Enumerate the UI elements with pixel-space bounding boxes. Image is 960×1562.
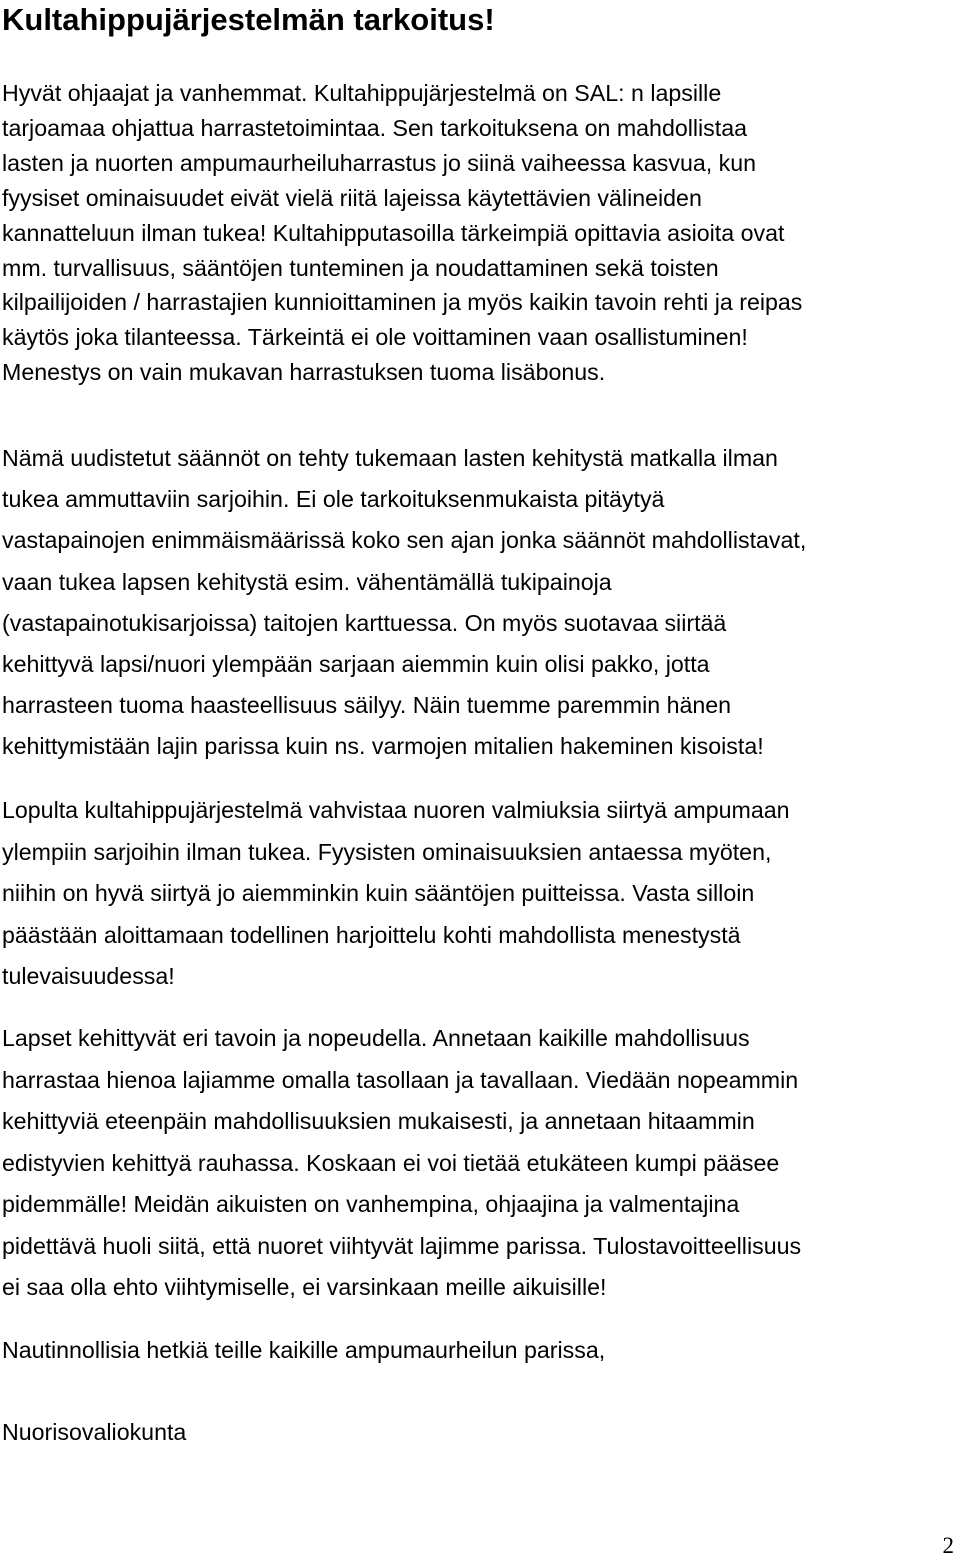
document-title: Kultahippujärjestelmän tarkoitus! — [2, 2, 495, 37]
text-line: Menestys on vain mukavan harrastuksen tuoma lisäbonus. — [2, 359, 606, 386]
text-line: tulevaisuudessa! — [2, 963, 175, 989]
paragraph-development — [2, 1018, 801, 1309]
paragraph-rules — [2, 438, 806, 768]
text-line: edistyvien kehittyä rauhassa. Koskaan ei voi tietää etukäteen kumpi pääsee — [2, 1149, 780, 1176]
text-line: Hyvät ohjaajat ja vanhemmat. Kultahippujärjestelmä on SAL: n lapsille — [2, 80, 722, 106]
paragraph-closing — [2, 1330, 605, 1371]
text-line: ei saa olla ehto viihtymiselle, ei varsinkaan meille aikuisille! — [2, 1274, 607, 1300]
paragraph-intro — [2, 76, 802, 390]
text-line: Nuorisovaliokunta — [2, 1419, 187, 1445]
text-line: tarjoamaa ohjattua harrastetoimintaa. Sen tarkoituksena on mahdollistaa — [2, 114, 748, 141]
text-line: kehittyviä eteenpäin mahdollisuuksien mukaisesti, ja annetaan hitaammin — [2, 1108, 755, 1134]
text-line: mm. turvallisuus, sääntöjen tunteminen ja noudattaminen sekä toisten — [2, 254, 719, 281]
text-line: kannatteluun ilman tukea! Kultahipputasoilla tärkeimpiä opittavia asioita ovat — [2, 219, 785, 246]
text-line: tukea ammuttaviin sarjoihin. Ei ole tarkoituksenmukaista pitäytyä — [2, 486, 665, 513]
text-line: päästään aloittamaan todellinen harjoittelu kohti mahdollista menestystä — [2, 921, 741, 948]
text-line: Lapset kehittyvät eri tavoin ja nopeudella. Annetaan kaikille mahdollisuus — [2, 1025, 750, 1051]
text-line: Nautinnollisia hetkiä teille kaikille ampumaurheilun parissa, — [2, 1337, 606, 1363]
text-line: (vastapainotukisarjoissa) taitojen karttuessa. On myös suotavaa siirtää — [2, 609, 727, 636]
text-line: Lopulta kultahippujärjestelmä vahvistaa nuoren valmiuksia siirtyä ampumaan — [2, 797, 790, 823]
text-line: lasten ja nuorten ampumaurheiluharrastus jo siinä vaiheessa kasvua, kun — [2, 149, 757, 176]
text-line: fyysiset ominaisuudet eivät vielä riitä lajeissa käytettävien välineiden — [2, 184, 702, 211]
text-line: kehittyvä lapsi/nuori ylempään sarjaan aiemmin kuin olisi pakko, jotta — [2, 651, 710, 678]
text-line: ylempiin sarjoihin ilman tukea. Fyysisten ominaisuuksien antaessa myöten, — [2, 838, 772, 865]
text-line: vastapainojen enimmäismäärissä koko sen ajan jonka säännöt mahdollistavat, — [2, 527, 807, 554]
paragraph-outcome — [2, 790, 790, 998]
text-line: kilpailijoiden / harrastajien kunnioittaminen ja myös kaikin tavoin rehti ja reipas — [2, 289, 803, 316]
text-line: pidemmälle! Meidän aikuisten on vanhempina, ohjaajina ja valmentajina — [2, 1191, 740, 1217]
text-line: käytös joka tilanteessa. Tärkeintä ei ole voittaminen vaan osallistuminen! — [2, 324, 748, 351]
text-line: kehittymistään lajin parissa kuin ns. varmojen mitalien hakeminen kisoista! — [2, 733, 764, 760]
text-line: niihin on hyvä siirtyä jo aiemminkin kuin sääntöjen puitteissa. Vasta silloin — [2, 880, 755, 906]
text-line: Nämä uudistetut säännöt on tehty tukemaan lasten kehitystä matkalla ilman — [2, 445, 778, 471]
text-line: vaan tukea lapsen kehitystä esim. vähentämällä tukipainoja — [2, 568, 612, 595]
text-line: harrasteen tuoma haasteellisuus säilyy. Näin tuemme paremmin hänen — [2, 692, 732, 719]
page-number: 2 — [942, 1533, 954, 1558]
text-line: pidettävä huoli siitä, että nuoret viihtyvät lajimme parissa. Tulostavoitteellisuus — [2, 1232, 802, 1259]
signature — [2, 1412, 186, 1453]
text-line: harrastaa hienoa lajiamme omalla tasollaan ja tavallaan. Viedään nopeammin — [2, 1066, 799, 1093]
